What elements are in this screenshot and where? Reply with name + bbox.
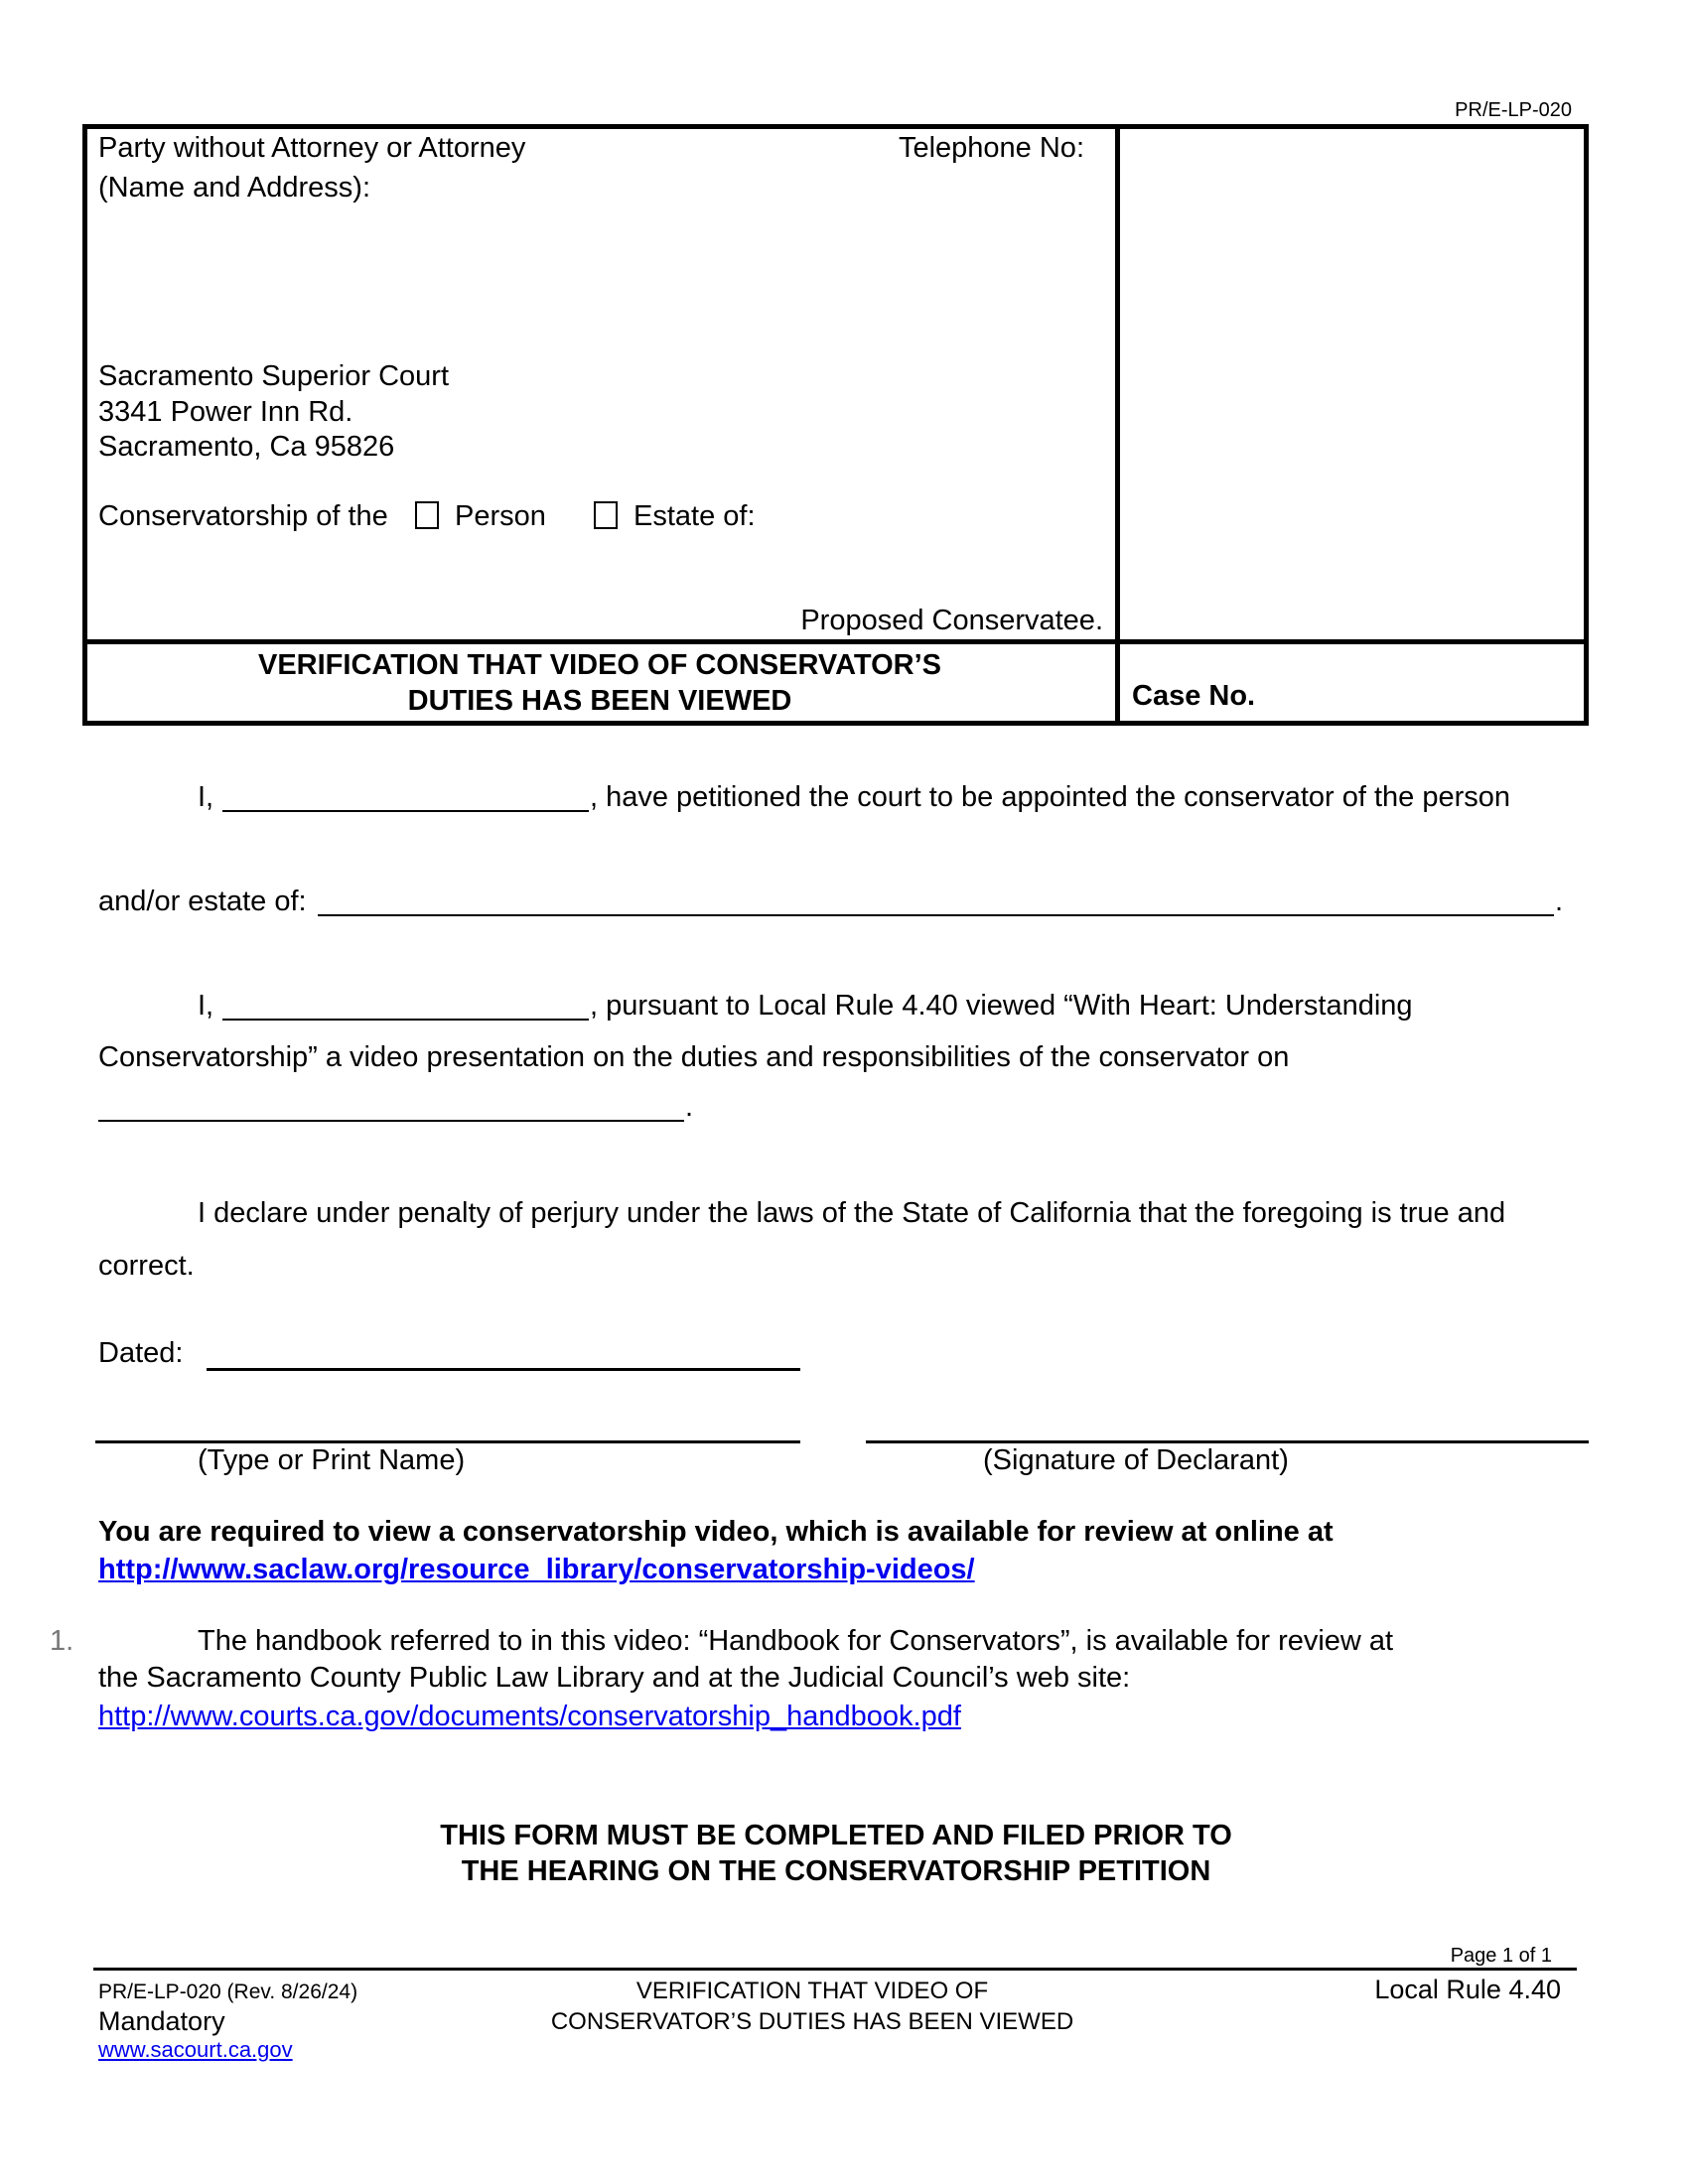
dated-label: Dated: xyxy=(98,1337,184,1369)
form-id-top: PR/E-LP-020 xyxy=(1455,99,1572,121)
proposed-conservatee-label: Proposed Conservatee. xyxy=(800,605,1103,636)
handbook-link[interactable]: http://www.courts.ca.gov/documents/conservatorship_handbook.pdf xyxy=(98,1701,961,1732)
print-name-field[interactable] xyxy=(95,1440,800,1443)
p2-start: I, xyxy=(198,990,214,1022)
dated-field[interactable] xyxy=(207,1368,800,1371)
estate-checkbox[interactable] xyxy=(594,501,618,529)
petitioner-name-field[interactable] xyxy=(222,810,589,812)
handbook-line1: The handbook referred to in this video: “Handbook for Conservators”, is available for review at xyxy=(198,1625,1394,1657)
horizontal-divider xyxy=(82,639,1589,644)
p2-text: , pursuant to Local Rule 4.40 viewed “With Heart: Understanding xyxy=(590,990,1413,1022)
name-address-label: (Name and Address): xyxy=(98,172,371,204)
warning-line1: THIS FORM MUST BE COMPLETED AND FILED PRIOR TO xyxy=(440,1820,1232,1851)
p2-period: . xyxy=(685,1091,694,1123)
estate-label: Estate of: xyxy=(633,500,756,532)
conservatorship-label: Conservatorship of the xyxy=(98,500,388,532)
item-number: 1. xyxy=(50,1625,74,1657)
signature-field[interactable] xyxy=(866,1440,1589,1443)
signature-label: (Signature of Declarant) xyxy=(983,1444,1289,1476)
handbook-line2: the Sacramento County Public Law Library and at the Judicial Council’s web site: xyxy=(98,1662,1131,1694)
p1-period: . xyxy=(1555,886,1564,917)
warning-line2: THE HEARING ON THE CONSERVATORSHIP PETITION xyxy=(461,1855,1211,1887)
person-label: Person xyxy=(455,500,546,532)
court-city: Sacramento, Ca 95826 xyxy=(98,431,395,463)
court-street: 3341 Power Inn Rd. xyxy=(98,396,353,428)
party-label: Party without Attorney or Attorney xyxy=(98,132,526,164)
footer-title-line2: CONSERVATOR’S DUTIES HAS BEEN VIEWED xyxy=(550,2008,1074,2035)
video-notice: You are required to view a conservatorship video, which is available for review at online at xyxy=(98,1516,1334,1548)
form-title-line2: DUTIES HAS BEEN VIEWED xyxy=(407,685,792,717)
p2-line2: Conservatorship” a video presentation on the duties and responsibilities of the conservator on xyxy=(98,1041,1290,1073)
footer-rule xyxy=(93,1968,1577,1971)
viewed-date-field[interactable] xyxy=(98,1120,684,1122)
case-no-label: Case No. xyxy=(1132,680,1256,712)
estate-of-field[interactable] xyxy=(318,914,1554,916)
declare-line2: correct. xyxy=(98,1250,195,1282)
vertical-divider xyxy=(1115,124,1120,726)
telephone-label: Telephone No: xyxy=(898,132,1084,164)
p1-start: I, xyxy=(198,781,214,813)
footer-form-rev: PR/E-LP-020 (Rev. 8/26/24) xyxy=(98,1980,358,2003)
court-name: Sacramento Superior Court xyxy=(98,360,449,392)
page-number: Page 1 of 1 xyxy=(1450,1945,1552,1967)
estate-of-label: and/or estate of: xyxy=(98,886,307,917)
declare-line1: I declare under penalty of perjury under the laws of the State of California that the foregoing is true and xyxy=(198,1197,1506,1229)
person-checkbox[interactable] xyxy=(415,501,439,529)
footer-website-link[interactable]: www.sacourt.ca.gov xyxy=(98,2037,293,2062)
video-link[interactable]: http://www.saclaw.org/resource_library/conservatorship-videos/ xyxy=(98,1554,975,1585)
footer-local-rule: Local Rule 4.40 xyxy=(1374,1975,1561,2004)
p1-text: , have petitioned the court to be appointed the conservator of the person xyxy=(590,781,1511,813)
footer-mandatory: Mandatory xyxy=(98,2006,225,2036)
print-name-label: (Type or Print Name) xyxy=(198,1444,466,1476)
footer-title-line1: VERIFICATION THAT VIDEO OF xyxy=(635,1978,989,2004)
form-title-line1: VERIFICATION THAT VIDEO OF CONSERVATOR’S xyxy=(258,649,941,681)
viewer-name-field[interactable] xyxy=(222,1019,589,1021)
